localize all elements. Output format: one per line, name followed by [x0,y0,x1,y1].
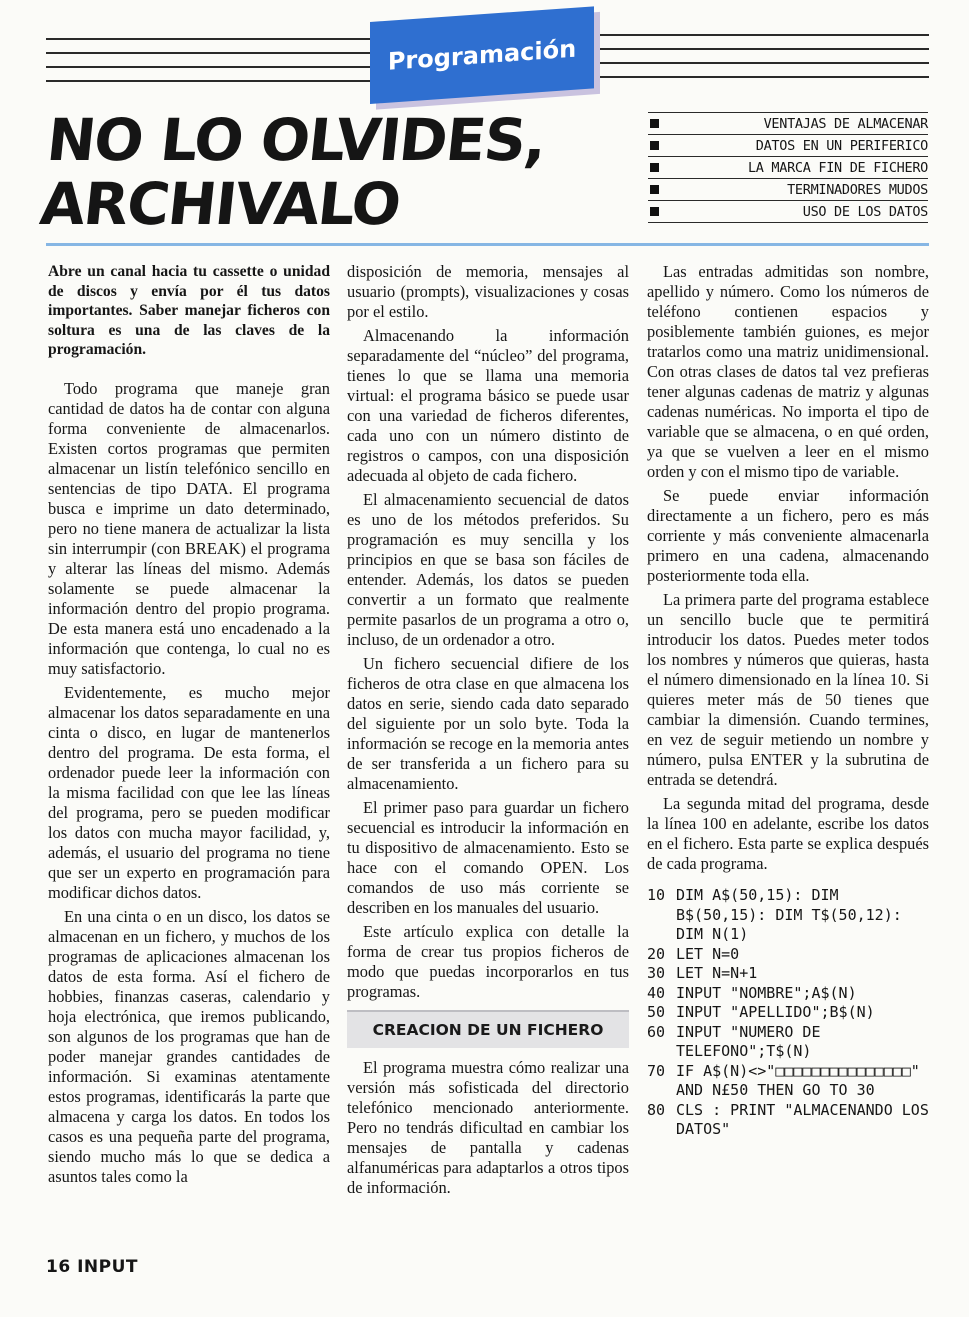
code-line [647,1023,929,1062]
topic-label: VENTAJAS DE ALMACENAR [763,115,928,132]
body-paragraph: La segunda mitad del programa, desde la línea 100 en adelante, escribe los datos en el fichero. Esta parte se explica después de cada programa. [647,794,929,873]
line-number: 30 [647,964,666,982]
header-rule-left [46,52,371,54]
bullet-icon [650,141,659,150]
topic-item [648,157,928,179]
bullet-icon [650,119,659,128]
code-line [647,1062,929,1101]
line-number: 80 [647,1100,666,1119]
body-paragraph: La primera parte del programa establece un sencillo bucle que te permitirá introducir los datos. Puedes meter todos los nombres y números que quieras, hasta el número dimensionado en la línea 10. Si quieres meter más de 50 tienes que cambiar la dimensión. Cuando termines, en vez de seguir metiendo un nombre y número, pulsa ENTER y la subrutina de entrada se detendrá. [647,590,929,789]
header-rule-left [46,38,371,40]
code-text: CLS : PRINT "ALMACENANDO LOS DATOS" [676,1100,938,1138]
topic-item [648,201,928,223]
body-paragraph: Evidentemente, es mucho mejor almacenar los datos separadamente en una cinta o disco, en lugar de mantenerlos dentro del programa. De esta forma, el ordenador puede leer la información con la misma facilidad con que lee las líneas del programa, pero se pueden modificar los datos con mucha mayor facilidad, y, además, el usuario del programa no tiene que ser un experto en programación para modificar dichos datos. [48,682,330,902]
header-rule-left [46,80,371,82]
column-3 [647,262,938,1140]
header-rule-right [600,48,929,50]
body-paragraph: Todo programa que maneje gran cantidad de datos ha de contar con alguna forma conveniente de almacenarlos. Existen cortos programas que permiten almacenar un listín telefónico sencillo en sentencias de tipo DATA. El programa busca e imprime un dato determinado, pero no tiene manera de actualizar la lista sin interrumpir (con BREAK) el programa y alterar las líneas del mismo. Además solamente se puede almacenar la información dentro del propio programa. De esta manera está uno encadenado a la información que contenga, lo cual no es muy satisfactorio. [48,378,330,678]
body-paragraph: Se puede enviar información directamente a un fichero, pero es más corriente y más conveniente almacenarla primero en una cadena, almacenando posteriormente toda ella. [647,486,929,585]
body-paragraph: disposición de memoria, mensajes al usuario (prompts), visualizaciones y cosas por el estilo. [347,262,629,321]
topics-list [648,112,928,223]
body-paragraph: El programa muestra cómo realizar una versión más sofisticada del directorio telefónico mencionado anteriormente. Pero no tendrás dificultad en cambiar los mensajes de pantalla y cadenas alfanuméricas para adaptarlos a otros tipos de información. [347,1058,629,1197]
column-2 [347,262,629,1202]
code-listing [647,886,938,1140]
topic-label: USO DE LOS DATOS [802,203,928,220]
section-heading: CREACION DE UN FICHERO [347,1010,629,1048]
intro-paragraph: Abre un canal hacia tu cassette o unidad de discos y envía por él tus datos importantes. Saber manejar ficheros con soltura es una de las claves de la programación. [48,263,330,358]
code-line [647,1100,938,1140]
topic-item [648,112,928,135]
code-text: DIM A$(50,15): DIM B$(50,15): DIM T$(50,12): DIM N(1) [676,886,911,943]
body-paragraph: El almacenamiento secuencial de datos es uno de los métodos preferidos. Su programación es muy sencilla y los principios en que se basa son fáciles de entender. Además, los datos se pueden convertir a un formato que realmente permite pasarlos de un programa a otro o, incluso, de un ordenador a otro. [347,490,629,649]
code-text: LET N=N+1 [676,964,758,982]
section-banner [370,6,594,104]
body-paragraph: Este artículo explica con detalle la forma de crear tus propios ficheros de modo que puedas incorporarlos en tus programas. [347,922,629,1001]
code-text: LET N=0 [676,944,740,963]
code-text: INPUT "APELLIDO";B$(N) [676,1003,875,1021]
topic-label: TERMINADORES MUDOS [787,181,928,198]
column-1 [48,262,330,1191]
code-text: INPUT "NOMBRE";A$(N) [676,983,857,1002]
header-rule-right [600,62,929,64]
body-paragraph: En una cinta o en un disco, los datos se almacenan en un fichero, y muchos de los programas de aplicaciones almacenan los datos de esta forma. Así el fichero de hobbies, finanzas caseras, calendario y hoja electrónica, que iremos publicando, son algunos de los programas que han de poder manejar grandes cantidades de información. Si examinas atentamente estos programas, identificarás la parte que almacena y carga los datos. En todos los casos es una pequeña parte del programa, siendo mucho más lo que se dedica a asuntos tales como la [48,906,330,1186]
topic-label: LA MARCA FIN DE FICHERO [747,159,928,176]
topic-label: DATOS EN UN PERIFERICO [755,137,928,154]
code-text: INPUT "NUMERO DE TELEFONO";T$(N) [676,1022,830,1060]
body-paragraph: Las entradas admitidas son nombre, apellido y número. Como los números de teléfono contienen espacios y posiblemente también guiones, es mejor tratarlos como una matriz unidimensional. Con otras clases de datos tal vez prefieras tener algunas cadenas de matriz y algunas cadenas numéricas. No importa el tipo de variable que se almacena, o en qué orden, ya que se vuelven a leer en el mismo orden y con el mismo tipo de variable. [647,262,929,481]
section-tab: Programación [370,6,594,104]
code-line [647,1003,929,1023]
header-rule-left [46,66,371,68]
line-number: 10 [647,886,666,904]
bullet-icon [650,163,659,172]
page-footer: 16 INPUT [46,1257,138,1277]
bullet-icon [650,185,659,194]
topic-item [648,179,928,201]
line-number: 40 [647,983,666,1002]
code-text: IF A$(N)<>"□□□□□□□□□□□□□□□" AND N£50 THEN GO TO 30 [676,1061,929,1099]
line-number: 60 [647,1022,666,1041]
line-number: 50 [647,1003,666,1021]
title-line-1: NO LO OLVIDES, [43,106,549,174]
title-line-2: ARCHIVALO [37,170,403,238]
line-number: 70 [647,1061,666,1080]
page-title [37,108,548,236]
code-line [647,964,929,984]
header-rule-right [600,34,929,36]
code-line [647,984,929,1004]
body-paragraph: Un fichero secuencial difiere de los ficheros de otra clase en que almacena los datos en serie, siendo cada dato separado del siguiente por un solo byte. Toda la información se recoge en la memoria antes de ser transferida a un fichero para su almacenamiento. [347,654,629,793]
code-line [647,945,929,965]
body-paragraph: Almacenando la información separadamente del “núcleo” del programa, tienes lo que se llama una memoria virtual: el programa básico se puede usar con una variedad de ficheros diferentes, cada uno con un número distinto de registros o campos, con una disposición adecuada al objeto de cada fichero. [347,326,629,485]
code-line [647,886,929,945]
header-rule-right [600,76,929,78]
body-paragraph: El primer paso para guardar un fichero secuencial es introducir la información en tu dispositivo de almacenamiento. Esto se hace con el comando OPEN. Los comandos de uso más corriente se describen en los manuales del usuario. [347,798,629,917]
topic-item [648,135,928,157]
line-number: 20 [647,944,666,963]
bullet-icon [650,207,659,216]
header-divider [46,243,929,246]
